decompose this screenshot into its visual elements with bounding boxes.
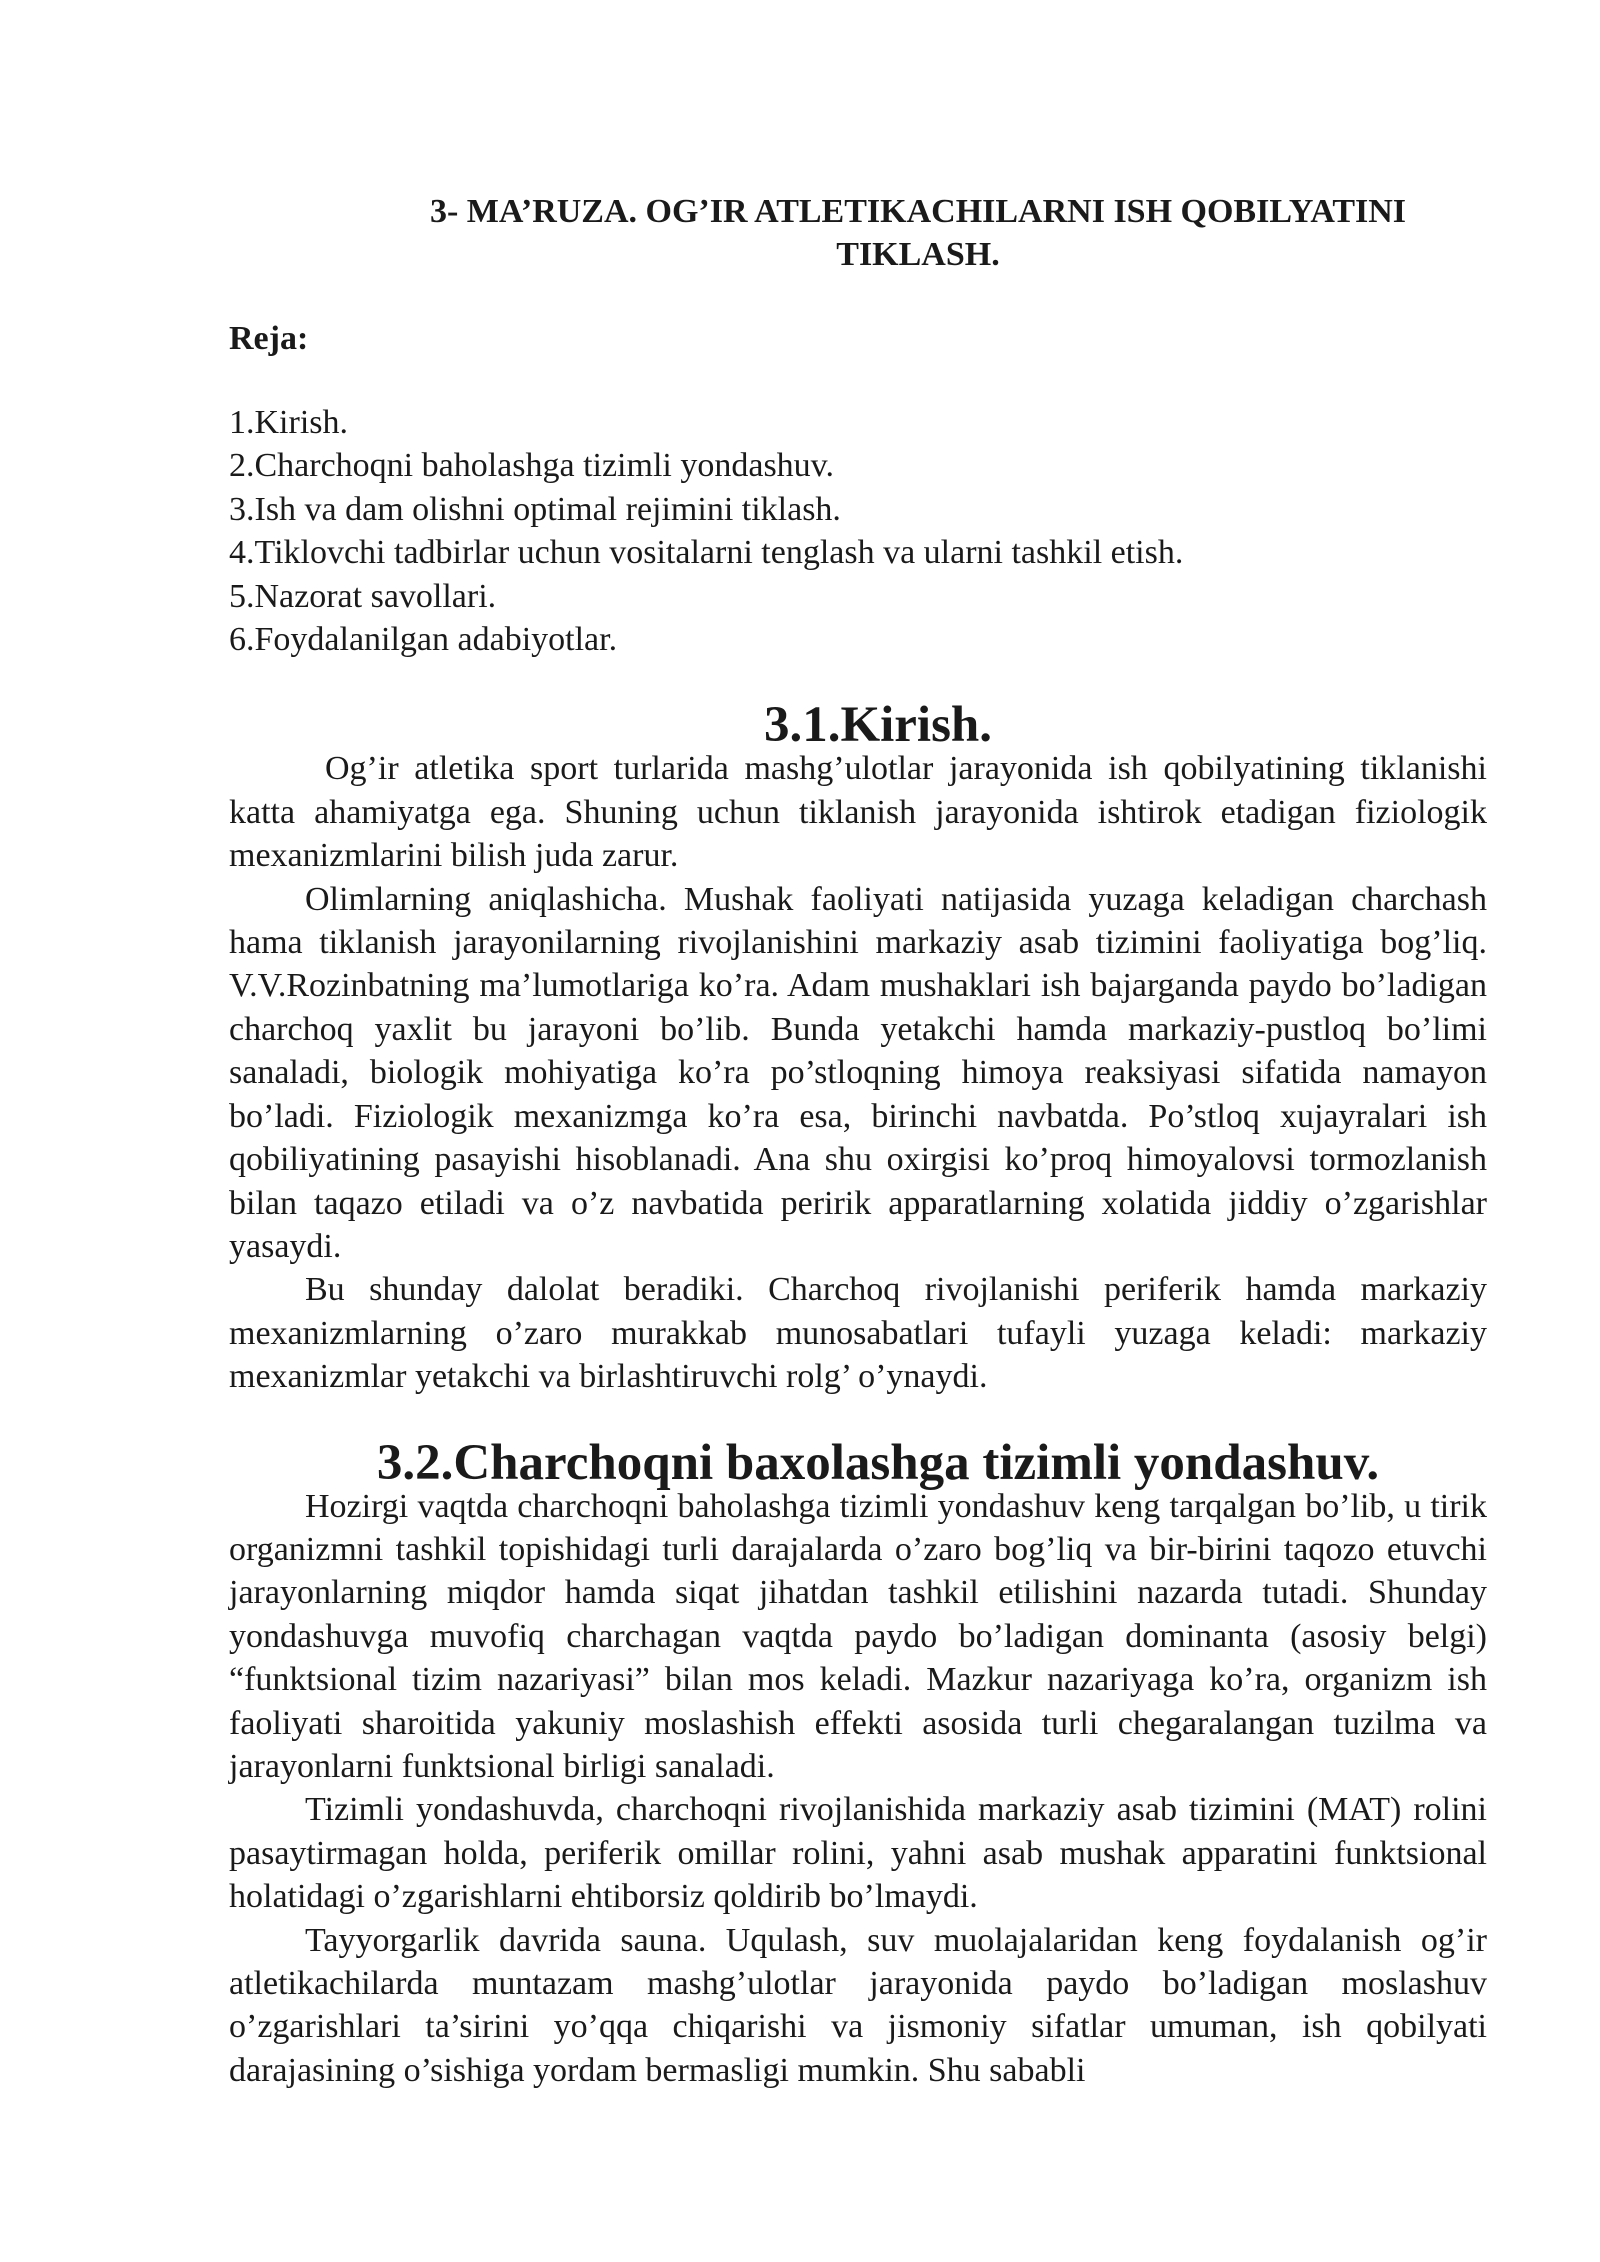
plan-item: 1.Kirish. — [229, 404, 348, 441]
title-line-1: 3- MA’RUZA. OG’IR ATLETIKACHILARNI ISH QOBILYATINI — [429, 193, 1407, 230]
paragraph: Hozirgi vaqtda charchoqni baholashga tizimli yondashuv keng tarqalgan bo’lib, u tirik organizmni tashkil topishidagi turli darajalarda o’zaro bog’liq va bir-birini taqozo etuvchi jarayonlarning miqdor hamda siqat jihatdan tashkil etilishini nazarda tutadi. Shunday yondashuvga muvofiq charchagan vaqtda paydo bo’ladigan dominanta (asosiy belgi) “funktsional tizim nazariyasi” bilan mos keladi. Mazkur nazariyaga ko’ra, organizm ish faoliyati sharoitida yakuniy moslashish effekti asosida turli chegaralangan tuzilma va jarayonlarni funktsional birligi sanaladi. — [229, 1487, 1487, 1785]
plan-item: 3.Ish va dam olishni optimal rejimini tiklash. — [229, 490, 841, 528]
plan-item: 5.Nazorat savollari. — [229, 577, 497, 615]
plan-list — [229, 401, 1487, 661]
document-page — [229, 190, 1487, 2092]
paragraph: Og’ir atletika sport turlarida mashg’ulotlar jarayonida ish qobilyatining tiklanishi katta ahamiyatga ega. Shuning uchun tiklanish jarayonida ishtirok etadigan fiziologik mexanizmlarini bilish juda zarur. — [229, 750, 1487, 875]
section-heading-kirish: 3.1.Kirish. — [763, 697, 993, 754]
plan-item: 6.Foydalanilgan adabiyotlar. — [229, 621, 618, 659]
paragraph: Olimlarning aniqlashicha. Mushak faoliyati natijasida yuzaga keladigan charchash hama tiklanish jarayonilarning rivojlanishini markaziy asab tizimini faoliyatiga bog’liq. V.V.Rozinbatning ma’lumotlariga ko’ra. Adam mushaklari ish bajarganda paydo bo’ladigan charchoq yaxlit bu jarayoni bo’lib. Bunda yetakchi hamda markaziy-pustloq bo’limi sanaladi, biologik mohiyatiga ko’ra po’stloqning himoya reaksiyasi sifatida namayon bo’ladi. Fiziologik mexanizmga ko’ra esa, birinchi navbatda. Po’stloq xujayralari ish qobiliyatining pasayishi hisoblanadi. Ana shu oxirgisi ko’proq himoyalovsi tormozlanish bilan taqazo etiladi va o’z navbatida peririk apparatlarning xolatida jiddiy o’zgarishlar yasaydi. — [229, 880, 1487, 1265]
plan-item: 4.Tiklovchi tadbirlar uchun vositalarni tenglash va ularni tashkil etish. — [229, 534, 1184, 572]
title-line-2: TIKLASH. — [836, 236, 1000, 273]
plan-item: 2.Charchoqni baholashga tizimli yondashuv. — [229, 447, 834, 485]
section-heading-charchoq: 3.2.Charchoqni baxolashga tizimli yondashuv. — [376, 1434, 1380, 1491]
plan-heading: Reja: — [229, 320, 309, 357]
paragraph: Bu shunday dalolat beradiki. Charchoq rivojlanishi periferik hamda markaziy mexanizmlarning o’zaro murakkab munosabatlari tufayli yuzaga keladi: markaziy mexanizmlar yetakchi va birlashtiruvchi rolg’ o’ynaydi. — [229, 1271, 1487, 1396]
document-title — [229, 190, 1487, 276]
paragraph: Tayyorgarlik davrida sauna. Uqulash, suv muolajalaridan keng foydalanish og’ir atletikachilarda muntazam mashg’ulotlar jarayonida paydo bo’ladigan moslashuv o’zgarishlari ta’sirini yo’qqa chiqarishi va jismoniy sifatlar umuman, ish qobilyati darajasining o’sishiga yordam bermasligi mumkin. Shu sababli — [229, 1921, 1487, 2089]
paragraph: Tizimli yondashuvda, charchoqni rivojlanishida markaziy asab tizimini (MAT) rolini pasaytirmagan holda, periferik omillar rolini, yahni asab mushak apparatini funktsional holatidagi o’zgarishlarni ehtiborsiz qoldirib bo’lmaydi. — [229, 1791, 1487, 1916]
